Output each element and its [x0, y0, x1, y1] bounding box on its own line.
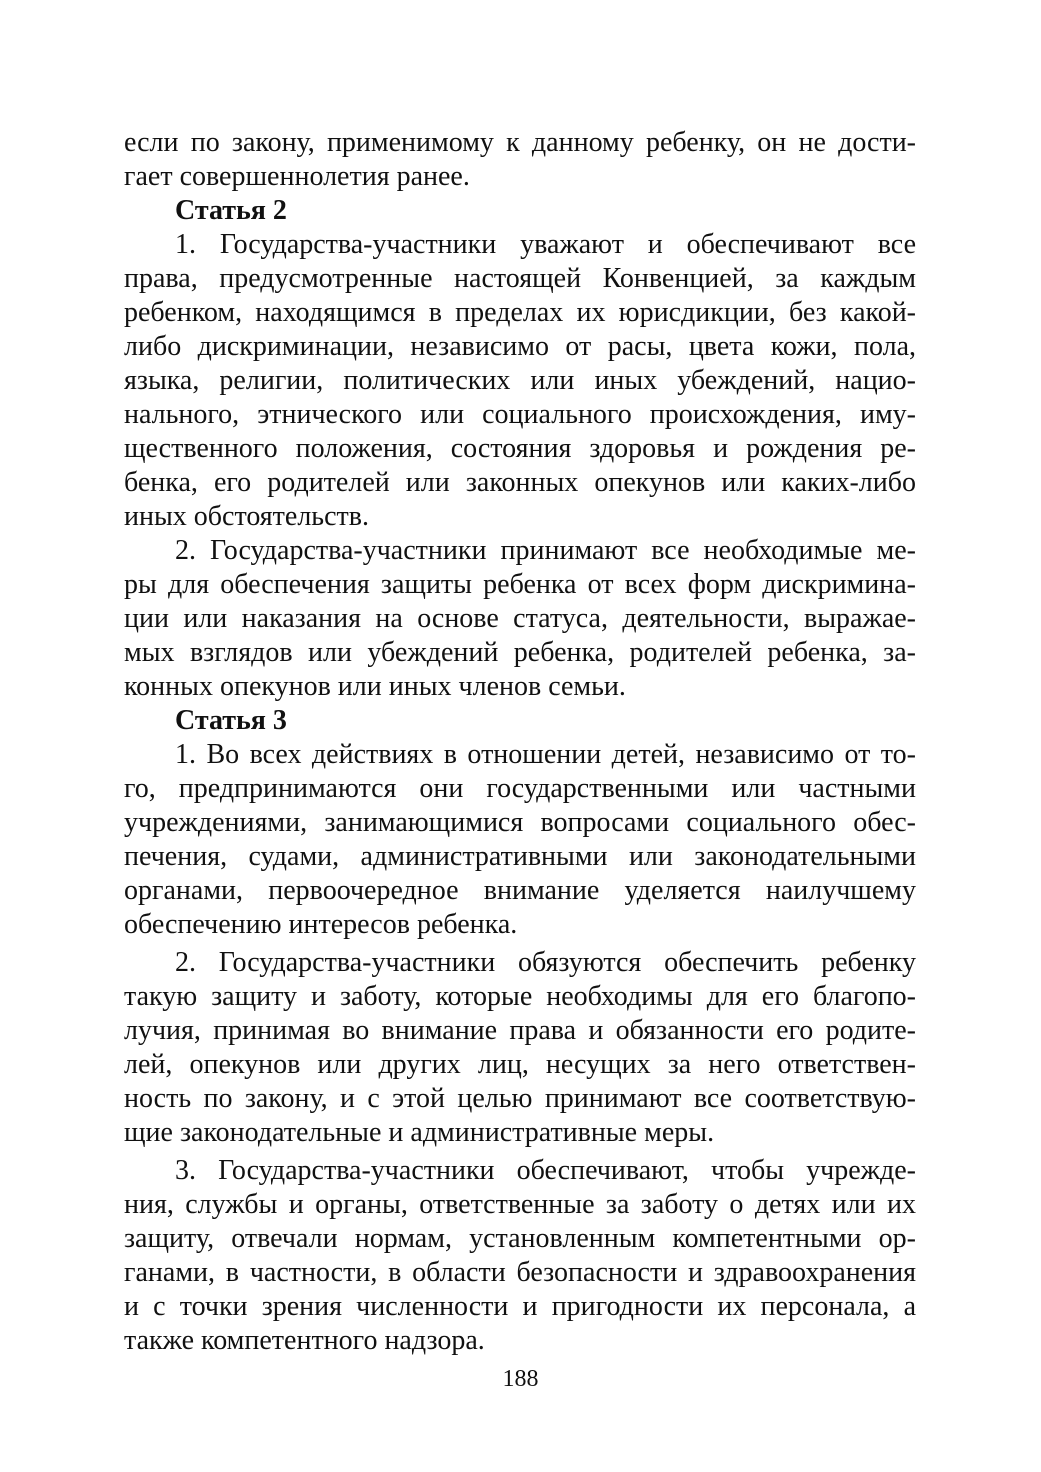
text-line: бенка, его родителей или законных опекунов или каких-либо — [124, 467, 916, 498]
article-3-paragraph-2 — [124, 946, 916, 1150]
text-line: такую защиту и заботу, которые необходимы для его благопо- — [124, 981, 916, 1012]
text-line: 1. Государства-участники уважают и обеспечивают все — [175, 229, 916, 260]
text-line: ры для обеспечения защиты ребенка от всех форм дискримина- — [124, 569, 916, 600]
text-line: ребенком, находящимся в пределах их юрисдикции, без какой- — [124, 297, 916, 328]
text-line: нального, этнического или социального происхождения, иму- — [124, 399, 916, 430]
text-line: и с точки зрения численности и пригодности их персонала, а — [124, 1291, 916, 1322]
text-line: органами, первоочередное внимание уделяется наилучшему — [124, 875, 916, 906]
page-text — [124, 126, 916, 1358]
text-line: ции или наказания на основе статуса, деятельности, выражае- — [124, 603, 916, 634]
text-line: ния, службы и органы, ответственные за заботу о детях или их — [124, 1189, 916, 1220]
text-line: щественного положения, состояния здоровья и рождения ре- — [124, 433, 916, 464]
text-line: 2. Государства-участники принимают все необходимые ме- — [175, 535, 916, 566]
text-line: щие законодательные и административные меры. — [124, 1117, 715, 1148]
article-heading: Статья 2 — [175, 195, 287, 226]
text-line: 3. Государства-участники обеспечивают, чтобы учрежде- — [175, 1155, 916, 1186]
text-line: языка, религии, политических или иных убеждений, нацио- — [124, 365, 916, 396]
text-line: печения, судами, административными или законодательными — [124, 841, 916, 872]
page-number: 188 — [502, 1366, 539, 1392]
text-line: также компетентного надзора. — [124, 1325, 485, 1356]
text-line: конных опекунов или иных членов семьи. — [124, 671, 626, 702]
text-line: го, предпринимаются они государственными или частными — [124, 773, 916, 804]
text-line: ность по закону, и с этой целью принимают все соответствую- — [124, 1083, 916, 1114]
text-line: обеспечению интересов ребенка. — [124, 909, 518, 940]
article-2-paragraph-2 — [124, 534, 916, 704]
text-line: защиту, отвечали нормам, установленным компетентными ор- — [124, 1223, 916, 1254]
article-3-paragraph-3 — [124, 1154, 916, 1358]
text-line: права, предусмотренные настоящей Конвенцией, за каждым — [124, 263, 916, 294]
text-line: лей, опекунов или других лиц, несущих за него ответствен- — [124, 1049, 916, 1080]
text-line: либо дискриминации, независимо от расы, цвета кожи, пола, — [124, 331, 916, 362]
article-2-paragraph-1 — [124, 228, 916, 534]
text-line: ганами, в частности, в области безопасности и здравоохранения — [124, 1257, 916, 1288]
text-line: если по закону, применимому к данному ребенку, он не дости- — [124, 127, 916, 158]
text-line: иных обстоятельств. — [124, 501, 369, 532]
text-line: гает совершеннолетия ранее. — [124, 161, 470, 192]
text-line: лучия, принимая во внимание права и обязанности его родите- — [124, 1015, 916, 1046]
intro-paragraph — [124, 126, 916, 194]
article-heading: Статья 3 — [175, 705, 287, 736]
text-line: 1. Во всех действиях в отношении детей, независимо от то- — [175, 739, 916, 770]
article-3-paragraph-1 — [124, 738, 916, 942]
text-line: 2. Государства-участники обязуются обеспечить ребенку — [175, 947, 916, 978]
article-3 — [124, 704, 916, 1358]
text-line: учреждениями, занимающимися вопросами социального обес- — [124, 807, 916, 838]
text-line: мых взглядов или убеждений ребенка, родителей ребенка, за- — [124, 637, 916, 668]
article-2 — [124, 194, 916, 704]
